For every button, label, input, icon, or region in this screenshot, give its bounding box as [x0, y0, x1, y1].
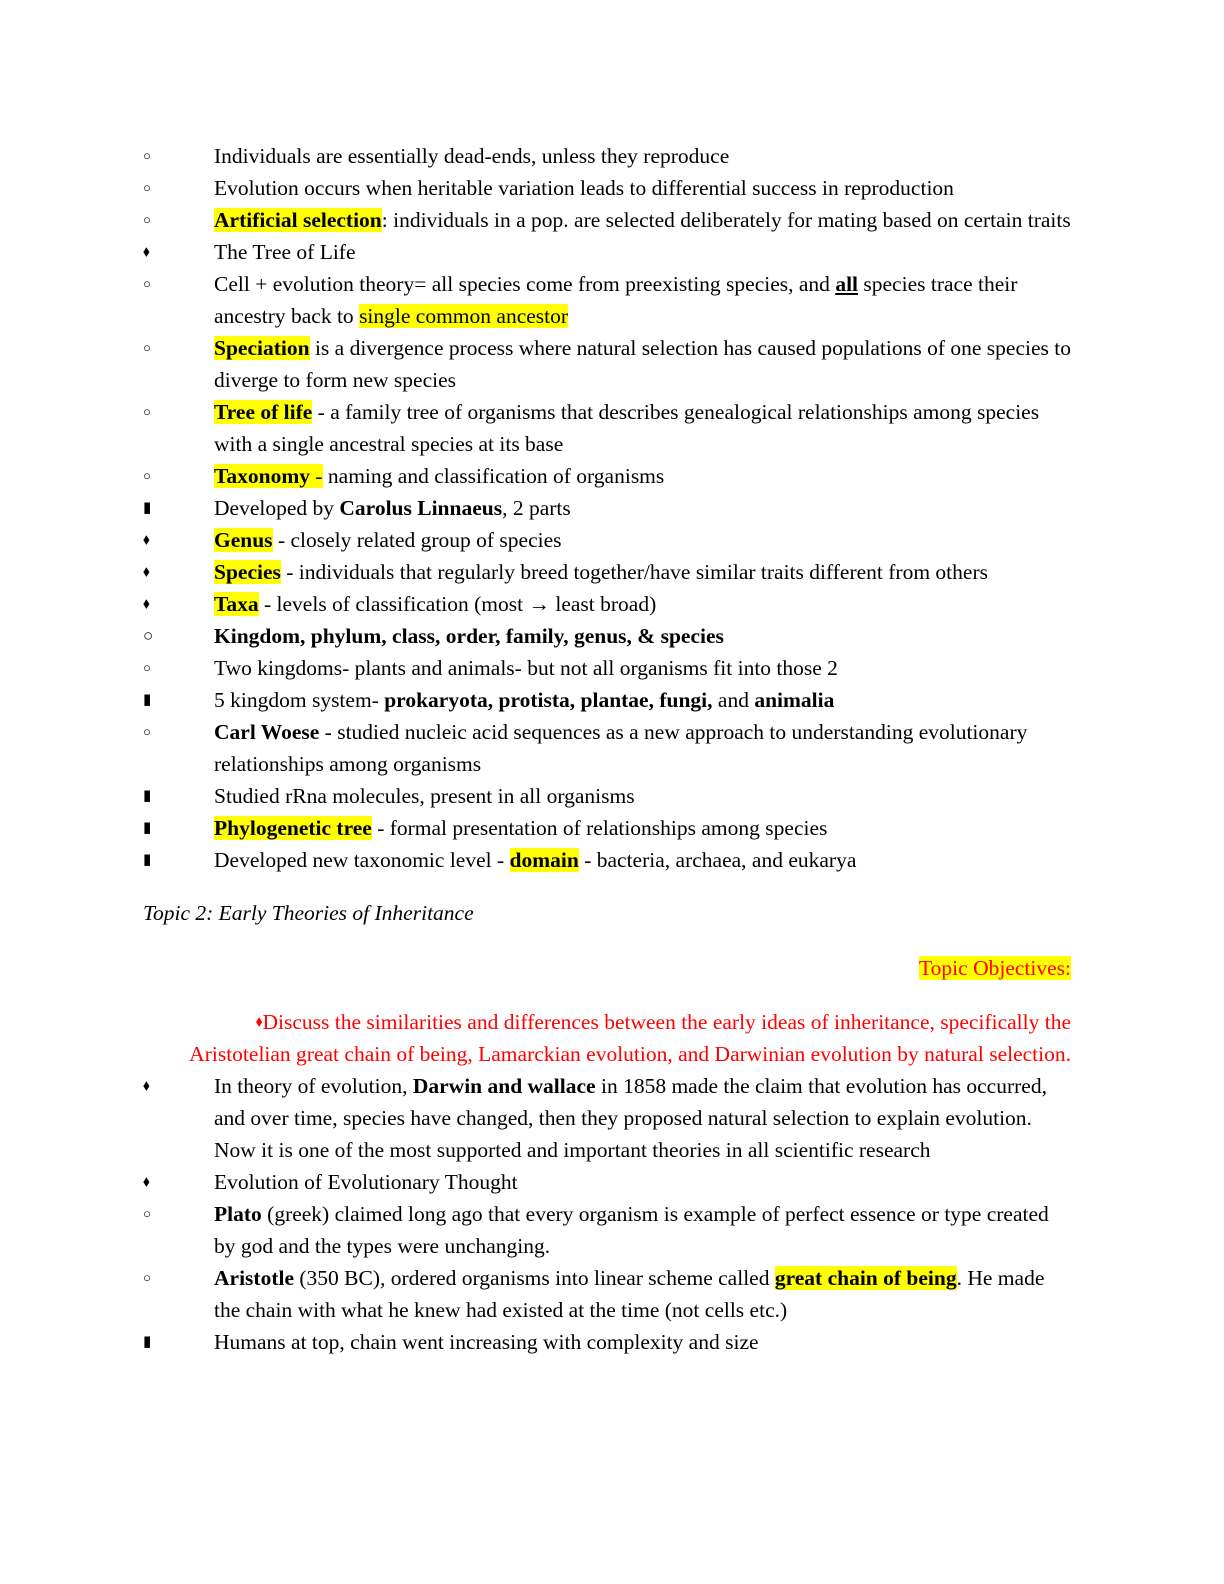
bold-term: Plato	[214, 1201, 262, 1226]
item-text: - levels of classification (most → least broad)	[258, 592, 657, 616]
item-text: Developed new taxonomic level -	[214, 848, 510, 872]
circle-bullet-icon: ○	[143, 148, 151, 163]
list-item	[143, 812, 1071, 844]
circle-bullet-icon: ○	[143, 276, 151, 291]
highlighted-term: Artificial selection	[214, 208, 382, 232]
item-text: He made the chain with what he knew had existed at the time (not cells etc.)	[214, 1265, 1045, 1322]
square-bullet-icon: ▮	[143, 820, 152, 836]
item-text: - individuals that regularly breed together/have similar traits different from others	[280, 560, 988, 584]
list-item	[143, 1166, 1071, 1198]
list-item	[143, 1070, 1071, 1166]
highlighted-term: Species	[214, 560, 281, 584]
item-text: : individuals in a pop. are selected deliberately for mating based on certain traits	[381, 208, 1071, 232]
list-item	[143, 396, 1071, 460]
item-text: - studied nucleic acid sequences as a new approach to understanding evolutionary relationships among organisms	[214, 720, 1028, 776]
list-item	[143, 844, 1071, 876]
item-text: species trace their ancestry back to	[214, 272, 1018, 328]
bold-term: Kingdom, phylum, class, order, family, genus, & species	[214, 624, 724, 648]
item-text: is a divergence process where natural selection has caused populations of one species to diverge to form new species	[214, 336, 1071, 392]
item-text: Evolution occurs when heritable variation leads to differential success in reproduction	[214, 176, 954, 200]
highlighted-term: domain	[509, 848, 579, 872]
item-text: Two kingdoms- plants and animals- but not all organisms fit into those 2	[214, 656, 838, 680]
list-item	[143, 1198, 1071, 1262]
list-item	[143, 332, 1071, 396]
list-item	[143, 460, 1071, 492]
bold-term: prokaryota, protista, plantae, fungi,	[384, 688, 713, 712]
diamond-bullet-icon: ⬧	[143, 596, 150, 612]
highlighted-term: Tree of life	[214, 400, 313, 424]
item-text: .	[956, 1265, 962, 1290]
bold-term: all	[835, 272, 859, 296]
list-item	[143, 652, 1071, 684]
objectives-heading-text: Topic Objectives:	[919, 956, 1071, 980]
list-item	[143, 1262, 1071, 1326]
item-text: and	[712, 688, 755, 712]
list-item	[143, 684, 1071, 716]
square-bullet-icon: ▮	[143, 1333, 152, 1350]
highlighted-term: Genus	[214, 528, 273, 552]
highlighted-term: Taxonomy	[214, 464, 316, 488]
square-bullet-icon: ▮	[143, 692, 152, 708]
objective-text: Discuss the similarities and differences between the early ideas of inheritance, specifically the Aristotelian great chain of being, Lamarckian evolution, and Darwinian evolution by natural selection.	[189, 1009, 1071, 1066]
item-text: In theory of evolution,	[214, 1073, 413, 1098]
item-text: - closely related group of species	[272, 528, 562, 552]
diamond-bullet-icon: ⬧	[143, 1077, 150, 1094]
highlighted-term: great chain of being	[774, 1265, 957, 1290]
circle-bullet-icon: ○	[143, 180, 151, 195]
objective-item	[143, 1006, 1071, 1070]
item-text: Individuals are essentially dead-ends, unless they reproduce	[214, 144, 730, 168]
item-text: in 1858 made the claim that evolution has occurred, and over time, species have changed, then they proposed natural selection to explain evolution. Now it is one of the most supported and important theories in all scientific research	[214, 1073, 1047, 1162]
item-text: Studied rRna molecules, present in all organisms	[214, 784, 635, 808]
item-text: , 2 parts	[502, 496, 571, 520]
bold-term: Carl Woese	[214, 720, 320, 744]
item-text: naming and classification of organisms	[322, 464, 665, 488]
circle-bullet-icon: ○	[143, 468, 151, 483]
circle-bullet-icon: ○	[143, 340, 151, 355]
list-item	[143, 204, 1071, 236]
bold-term: animalia	[754, 688, 835, 712]
objective-bullet-icon: ⬧	[255, 1013, 263, 1030]
item-text: (350 BC), ordered organisms into linear scheme called	[294, 1265, 775, 1290]
circle-bullet-icon: ○	[143, 660, 151, 675]
item-text: Cell + evolution theory= all species come from preexisting species, and	[214, 272, 836, 296]
highlighted-term: Phylogenetic tree	[214, 816, 372, 840]
square-bullet-icon: ▮	[143, 500, 152, 516]
bold-term: Carolus Linnaeus	[339, 496, 503, 520]
list-item	[143, 524, 1071, 556]
highlighted-term: single common ancestor	[359, 304, 569, 328]
item-text: 5 kingdom system-	[214, 688, 385, 712]
list-item	[143, 140, 1071, 172]
document-page	[143, 140, 1071, 1358]
list-item	[143, 588, 1071, 620]
list-item	[143, 492, 1071, 524]
list-item	[143, 556, 1071, 588]
diamond-bullet-icon: ⬧	[143, 1173, 150, 1190]
notes-list-topic-1	[143, 140, 1071, 876]
list-item	[143, 236, 1071, 268]
item-text: Humans at top, chain went increasing with complexity and size	[214, 1329, 759, 1354]
bold-term: Darwin and wallace	[412, 1073, 596, 1098]
square-bullet-icon: ▮	[143, 852, 152, 868]
circle-bullet-icon: ○	[143, 212, 151, 227]
item-text: (greek) claimed long ago that every organism is example of perfect essence or type created by god and the types were unchanging.	[214, 1201, 1049, 1258]
list-item	[143, 172, 1071, 204]
item-text: Developed by	[214, 496, 340, 520]
list-item	[143, 716, 1071, 780]
topic-title: Topic 2: Early Theories of Inheritance	[143, 901, 474, 925]
highlighted-term: Speciation	[214, 336, 310, 360]
notes-list-topic-2	[143, 1070, 1071, 1358]
diamond-bullet-icon: ⬧	[143, 532, 150, 548]
highlighted-term: -	[315, 464, 323, 488]
item-text: - a family tree of organisms that describes genealogical relationships among species with a single ancestral species at its base	[214, 400, 1040, 456]
circle-bullet-icon: ○	[143, 626, 154, 645]
list-item	[143, 268, 1071, 332]
item-text: - bacteria, archaea, and eukarya	[578, 848, 857, 872]
square-bullet-icon: ▮	[143, 788, 152, 804]
diamond-bullet-icon: ⬧	[143, 244, 150, 260]
highlighted-term: Taxa	[214, 592, 259, 616]
circle-bullet-icon: ○	[143, 1269, 151, 1285]
objectives-heading	[143, 952, 1071, 984]
item-text: The Tree of Life	[214, 240, 356, 264]
diamond-bullet-icon: ⬧	[143, 564, 150, 580]
list-item	[143, 620, 1071, 652]
list-item	[143, 780, 1071, 812]
circle-bullet-icon: ○	[143, 404, 151, 419]
circle-bullet-icon: ○	[143, 724, 151, 739]
list-item	[143, 1326, 1071, 1358]
circle-bullet-icon: ○	[143, 1205, 151, 1221]
bold-term: Aristotle	[214, 1265, 294, 1290]
item-text: - formal presentation of relationships among species	[371, 816, 828, 840]
item-text: Evolution of Evolutionary Thought	[214, 1169, 518, 1194]
